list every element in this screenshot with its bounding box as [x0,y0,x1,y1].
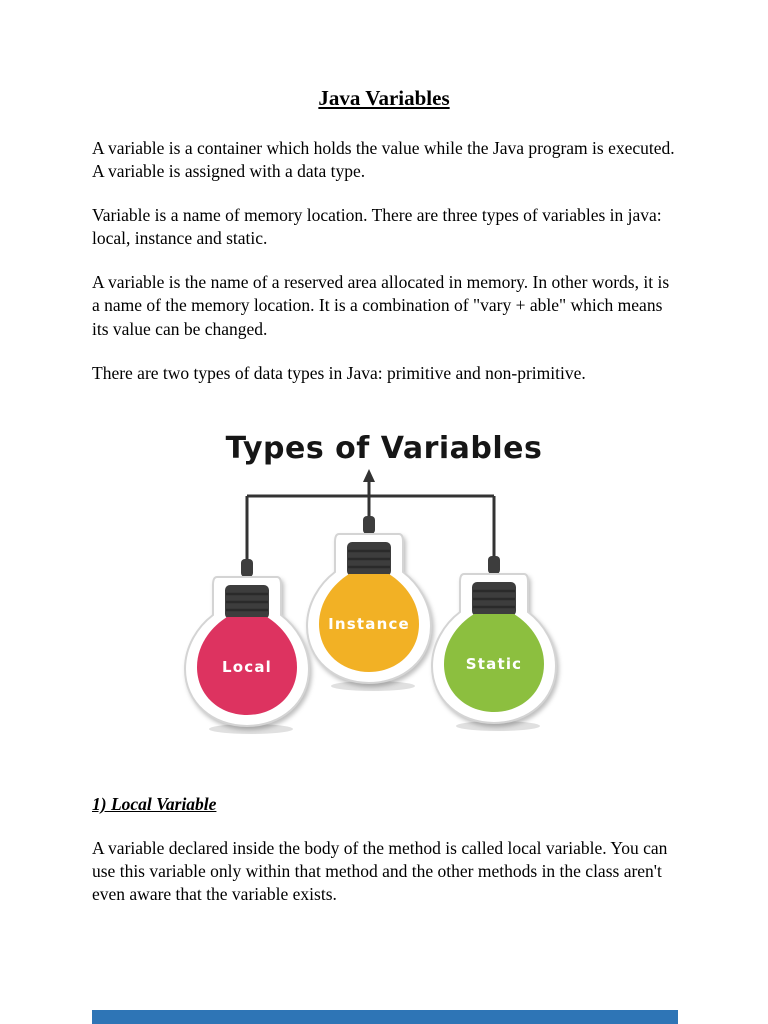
variables-diagram [174,468,594,736]
bulb-instance [307,516,431,691]
figure-title: Types of Variables [225,430,543,466]
bulb-static [432,556,556,731]
page-title: Java Variables [318,86,450,110]
paragraph-3: A variable is the name of a reserved area allocated in memory. In other words, it is a name of the memory location. It is a combination of "vary + able" which means its value can be changed. [92,272,670,339]
bulb-static-label: Static [465,654,523,673]
paragraph-local-variable: A variable declared inside the body of the method is called local variable. You can use this variable only within that method and the other methods in the class aren't even aware that the variable exists. [92,837,668,904]
arrow-head-icon [363,469,375,482]
bulb-static-hook-icon [488,556,500,574]
paragraph-4: There are two types of data types in Java: primitive and non-primitive. [92,362,586,383]
types-of-variables-figure [92,431,676,736]
paragraph-1: A variable is a container which holds the value while the Java program is executed. A variable is assigned with a data type. [92,138,675,182]
bulb-local-hook-icon [241,559,253,577]
bulb-local [185,559,309,734]
bulb-instance-hook-icon [363,516,375,534]
bottom-blue-bar [92,1010,678,1024]
bulb-local-label: Local [221,657,273,676]
section-heading-local-variable: 1) Local Variable [92,793,217,814]
bulb-instance-label: Instance [328,614,410,633]
paragraph-2: Variable is a name of memory location. There are three types of variables in java: local, instance and static. [92,205,662,249]
